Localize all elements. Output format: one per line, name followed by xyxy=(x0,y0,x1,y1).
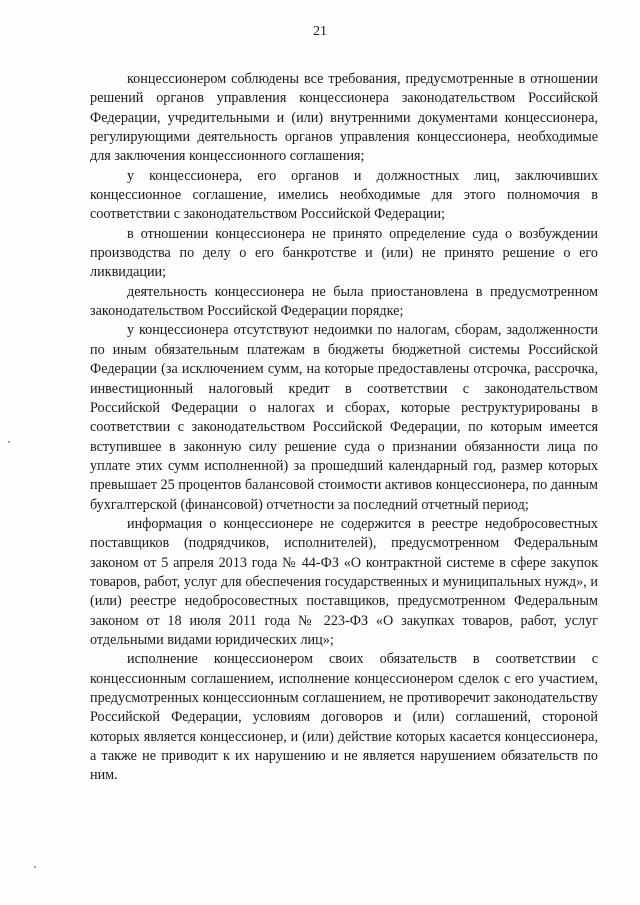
paragraph-authority: у концессионера, его органов и должностных лиц, заключивших концессионное соглашение, имелись необходимые для этого полномочия в соответствии с законодательством Российской Федерации; xyxy=(90,167,598,223)
paragraph-obligations: исполнение концессионером своих обязательств в соответствии с концессионным соглашением, исполнение концессионером сделок с его участием, предусмотренных концессионным соглашением, не противоречит законодательству Российской Федерации, условиям договоров и (или) соглашений, стороной которых является концессионер, и (или) действие которых касается концессионера, а также не приводит к их нарушению и не является нарушением обязательств по ним. xyxy=(90,651,598,784)
paragraph-suspension: деятельность концессионера не была приостановлена в предусмотренном законодательством Российской Федерации порядке; xyxy=(90,283,598,320)
paragraph-requirements-met: концессионером соблюдены все требования, предусмотренные в отношении решений органов управления концессионера законодательством Российской Федерации, учредительными и (или) внутренними документами концессионера, регулирующими деятельность органов управления концессионера, необходимые для заключения концессионного соглашения; xyxy=(90,71,598,165)
body-text xyxy=(90,70,598,786)
scan-speck xyxy=(8,441,10,443)
page-number: 21 xyxy=(313,24,327,39)
scan-speck xyxy=(34,866,36,868)
paragraph-supplier-registry: информация о концессионере не содержится в реестре недобросовестных поставщиков (подрядчиков, исполнителей), предусмотренном Федеральным законом от 5 апреля 2013 года № 44-ФЗ «О контрактной системе в сфере закупок товаров, работ, услуг для обеспечения государственных и муниципальных нужд», и (или) реестре недобросовестных поставщиков, предусмотренном Федеральным законом от 18 июля 2011 года № 223-ФЗ «О закупках товаров, работ, услуг отдельными видами юридических лиц»; xyxy=(90,515,598,648)
paragraph-tax-arrears: у концессионера отсутствуют недоимки по налогам, сборам, задолженности по иным обязательным платежам в бюджеты бюджетной системы Российской Федерации (за исключением сумм, на которые предоставлены отсрочка, рассрочка, инвестиционный налоговый кредит в соответствии с законодательством Российской Федерации о налогах и сборах, которые реструктурированы в соответствии с законодательством Российской Федерации, по которым имеется вступившее в законную силу решение суда о признании обязанности лица по уплате этих сумм исполненной) за прошедший календарный год, размер которых превышает 25 процентов балансовой стоимости активов концессионера, по данным бухгалтерской (финансовой) отчетности за последний отчетный период; xyxy=(90,322,598,513)
paragraph-bankruptcy: в отношении концессионера не принято определение суда о возбуждении производства по делу о его банкротстве и (или) не принято решение о его ликвидации; xyxy=(90,225,598,281)
